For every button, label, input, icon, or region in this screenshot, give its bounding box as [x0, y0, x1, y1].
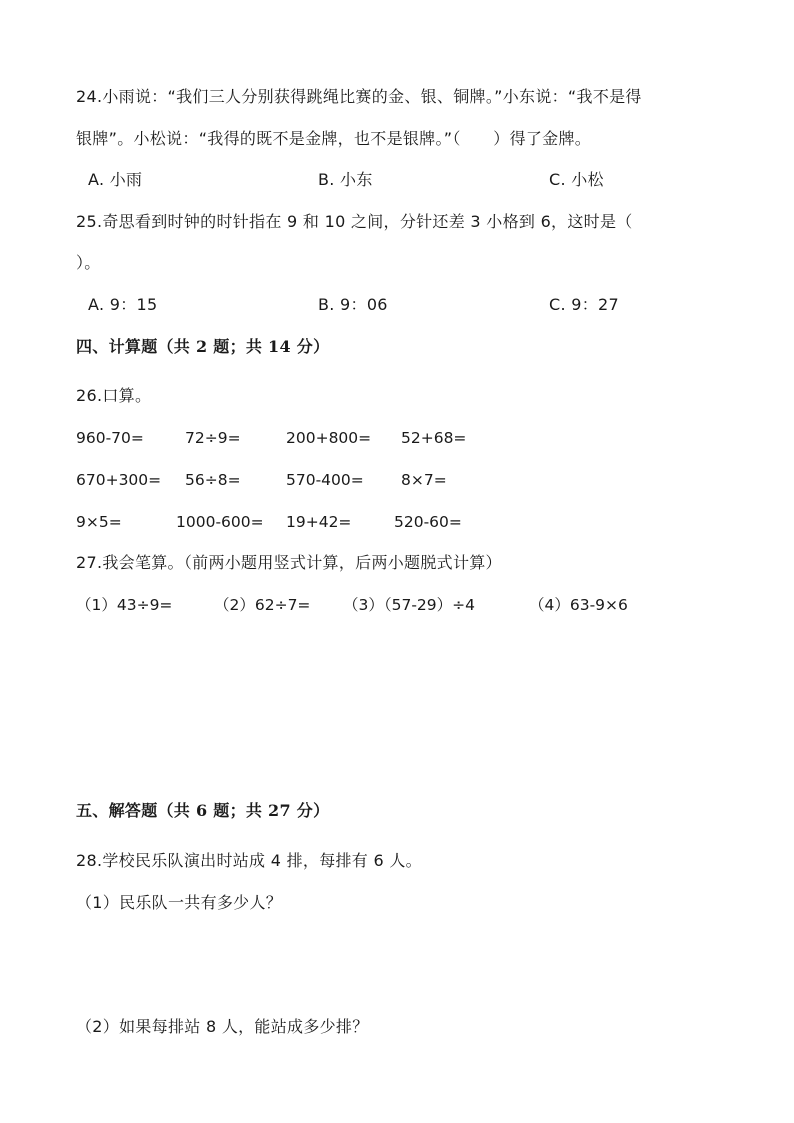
q27-title: 27.我会笔算。（前两小题用竖式计算，后两小题脱式计算） [76, 553, 502, 572]
q24-line-1: 24.小雨说：“我们三人分别获得跳绳比赛的金、银、铜牌。”小东说：“我不是得 [76, 87, 642, 106]
q26-r3-c2: 1000-600= [176, 513, 264, 531]
q24-option-a: A. 小雨 [88, 170, 143, 189]
section-4-heading: 四、计算题（共 2 题；共 14 分） [76, 337, 330, 356]
q26-r2-c3: 570-400= [286, 471, 364, 489]
q25-line-1: 25.奇思看到时钟的时针指在 9 和 10 之间，分针还差 3 小格到 6，这时是（ [76, 212, 633, 231]
q24-option-c: C. 小松 [549, 170, 604, 189]
q26-r3-c4: 520-60= [394, 513, 462, 531]
q26-r1-c2: 72÷9= [185, 429, 241, 447]
q26-r1-c3: 200+800= [286, 429, 372, 447]
q27-item-4: （4）63-9×6 [529, 596, 628, 614]
q24-line-2: 银牌”。小松说：“我得的既不是金牌，也不是银牌。”（ ）得了金牌。 [76, 129, 592, 148]
q25-line-2: ）。 [76, 253, 101, 272]
q26-r1-c1: 960-70= [76, 429, 144, 447]
q28-title: 28.学校民乐队演出时站成 4 排，每排有 6 人。 [76, 851, 422, 870]
section-5-heading: 五、解答题（共 6 题；共 27 分） [76, 801, 330, 820]
q27-item-2: （2）62÷7= [214, 596, 311, 614]
q26-r2-c4: 8×7= [401, 471, 447, 489]
q28-sub-1: （1）民乐队一共有多少人？ [76, 893, 283, 912]
q26-r1-c4: 52+68= [401, 429, 467, 447]
q28-sub-2: （2）如果每排站 8 人，能站成多少排？ [76, 1017, 369, 1036]
q26-title: 26.口算。 [76, 386, 152, 405]
q24-option-b: B. 小东 [318, 170, 373, 189]
q25-option-a: A. 9：15 [88, 295, 158, 314]
q26-r2-c2: 56÷8= [185, 471, 241, 489]
q25-option-b: B. 9：06 [318, 295, 388, 314]
q26-r3-c3: 19+42= [286, 513, 352, 531]
q27-item-3: （3）（57-29）÷4 [343, 596, 476, 614]
q27-item-1: （1）43÷9= [76, 596, 173, 614]
q25-option-c: C. 9：27 [549, 295, 619, 314]
q26-r3-c1: 9×5= [76, 513, 122, 531]
q26-r2-c1: 670+300= [76, 471, 162, 489]
